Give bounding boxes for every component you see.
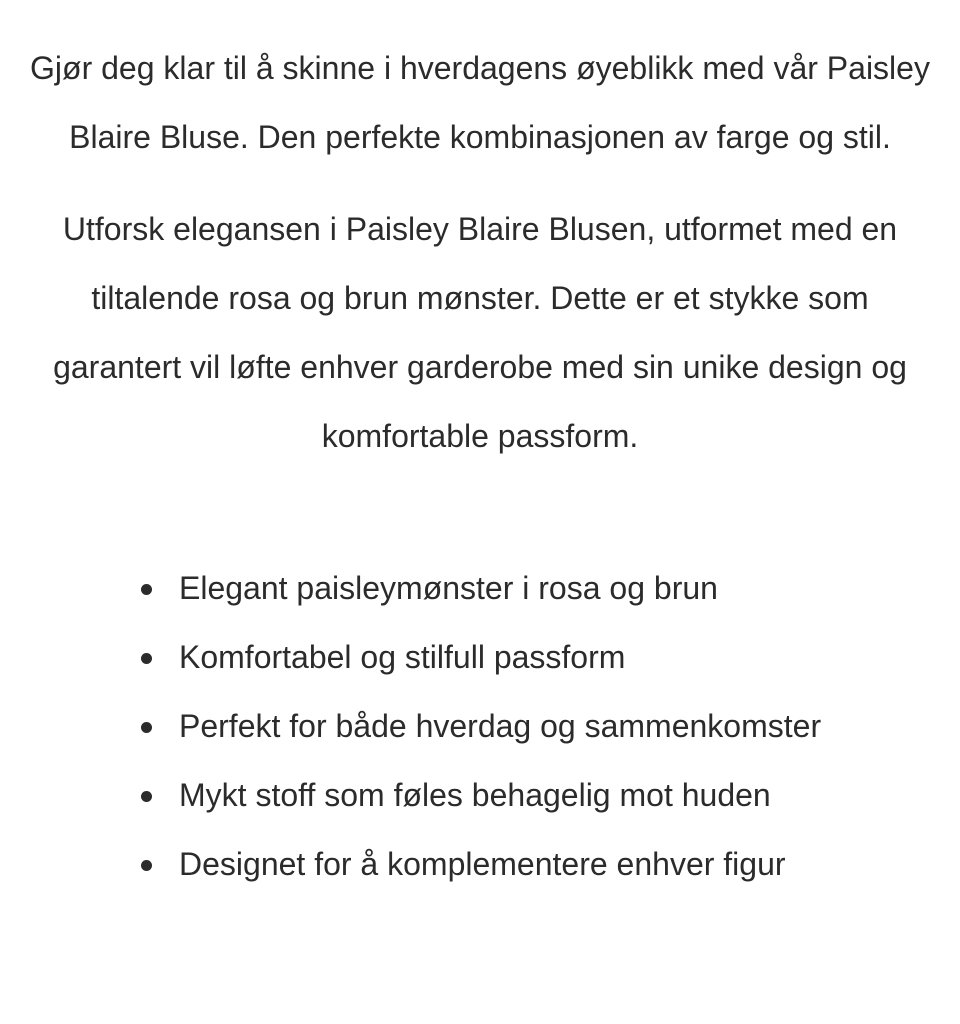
bullet-icon (141, 860, 152, 871)
list-item (24, 830, 936, 899)
feature-text: Designet for å komplementere enhver figur (179, 846, 786, 882)
details-paragraph: Utforsk elegansen i Paisley Blaire Blusen, utformet med en tiltalende rosa og brun mønster. Dette er et stykke som garantert vil løfte enhver garderobe med sin unike design og komfortable passform. (53, 211, 907, 454)
bullet-icon (141, 722, 152, 733)
bullet-icon (141, 584, 152, 595)
list-item (24, 623, 936, 692)
product-description (0, 34, 960, 899)
bullet-icon (141, 653, 152, 664)
intro-paragraph: Gjør deg klar til å skinne i hverdagens øyeblikk med vår Paisley Blaire Bluse. Den perfekte kombinasjonen av farge og stil. (30, 50, 930, 155)
feature-text: Elegant paisleymønster i rosa og brun (179, 570, 718, 606)
bullet-icon (141, 791, 152, 802)
feature-text: Komfortabel og stilfull passform (179, 639, 626, 675)
feature-text: Perfekt for både hverdag og sammenkomster (179, 708, 822, 744)
list-item (24, 692, 936, 761)
feature-text: Mykt stoff som føles behagelig mot huden (179, 777, 771, 813)
list-item (24, 761, 936, 830)
feature-list (24, 554, 936, 899)
list-item (24, 554, 936, 623)
